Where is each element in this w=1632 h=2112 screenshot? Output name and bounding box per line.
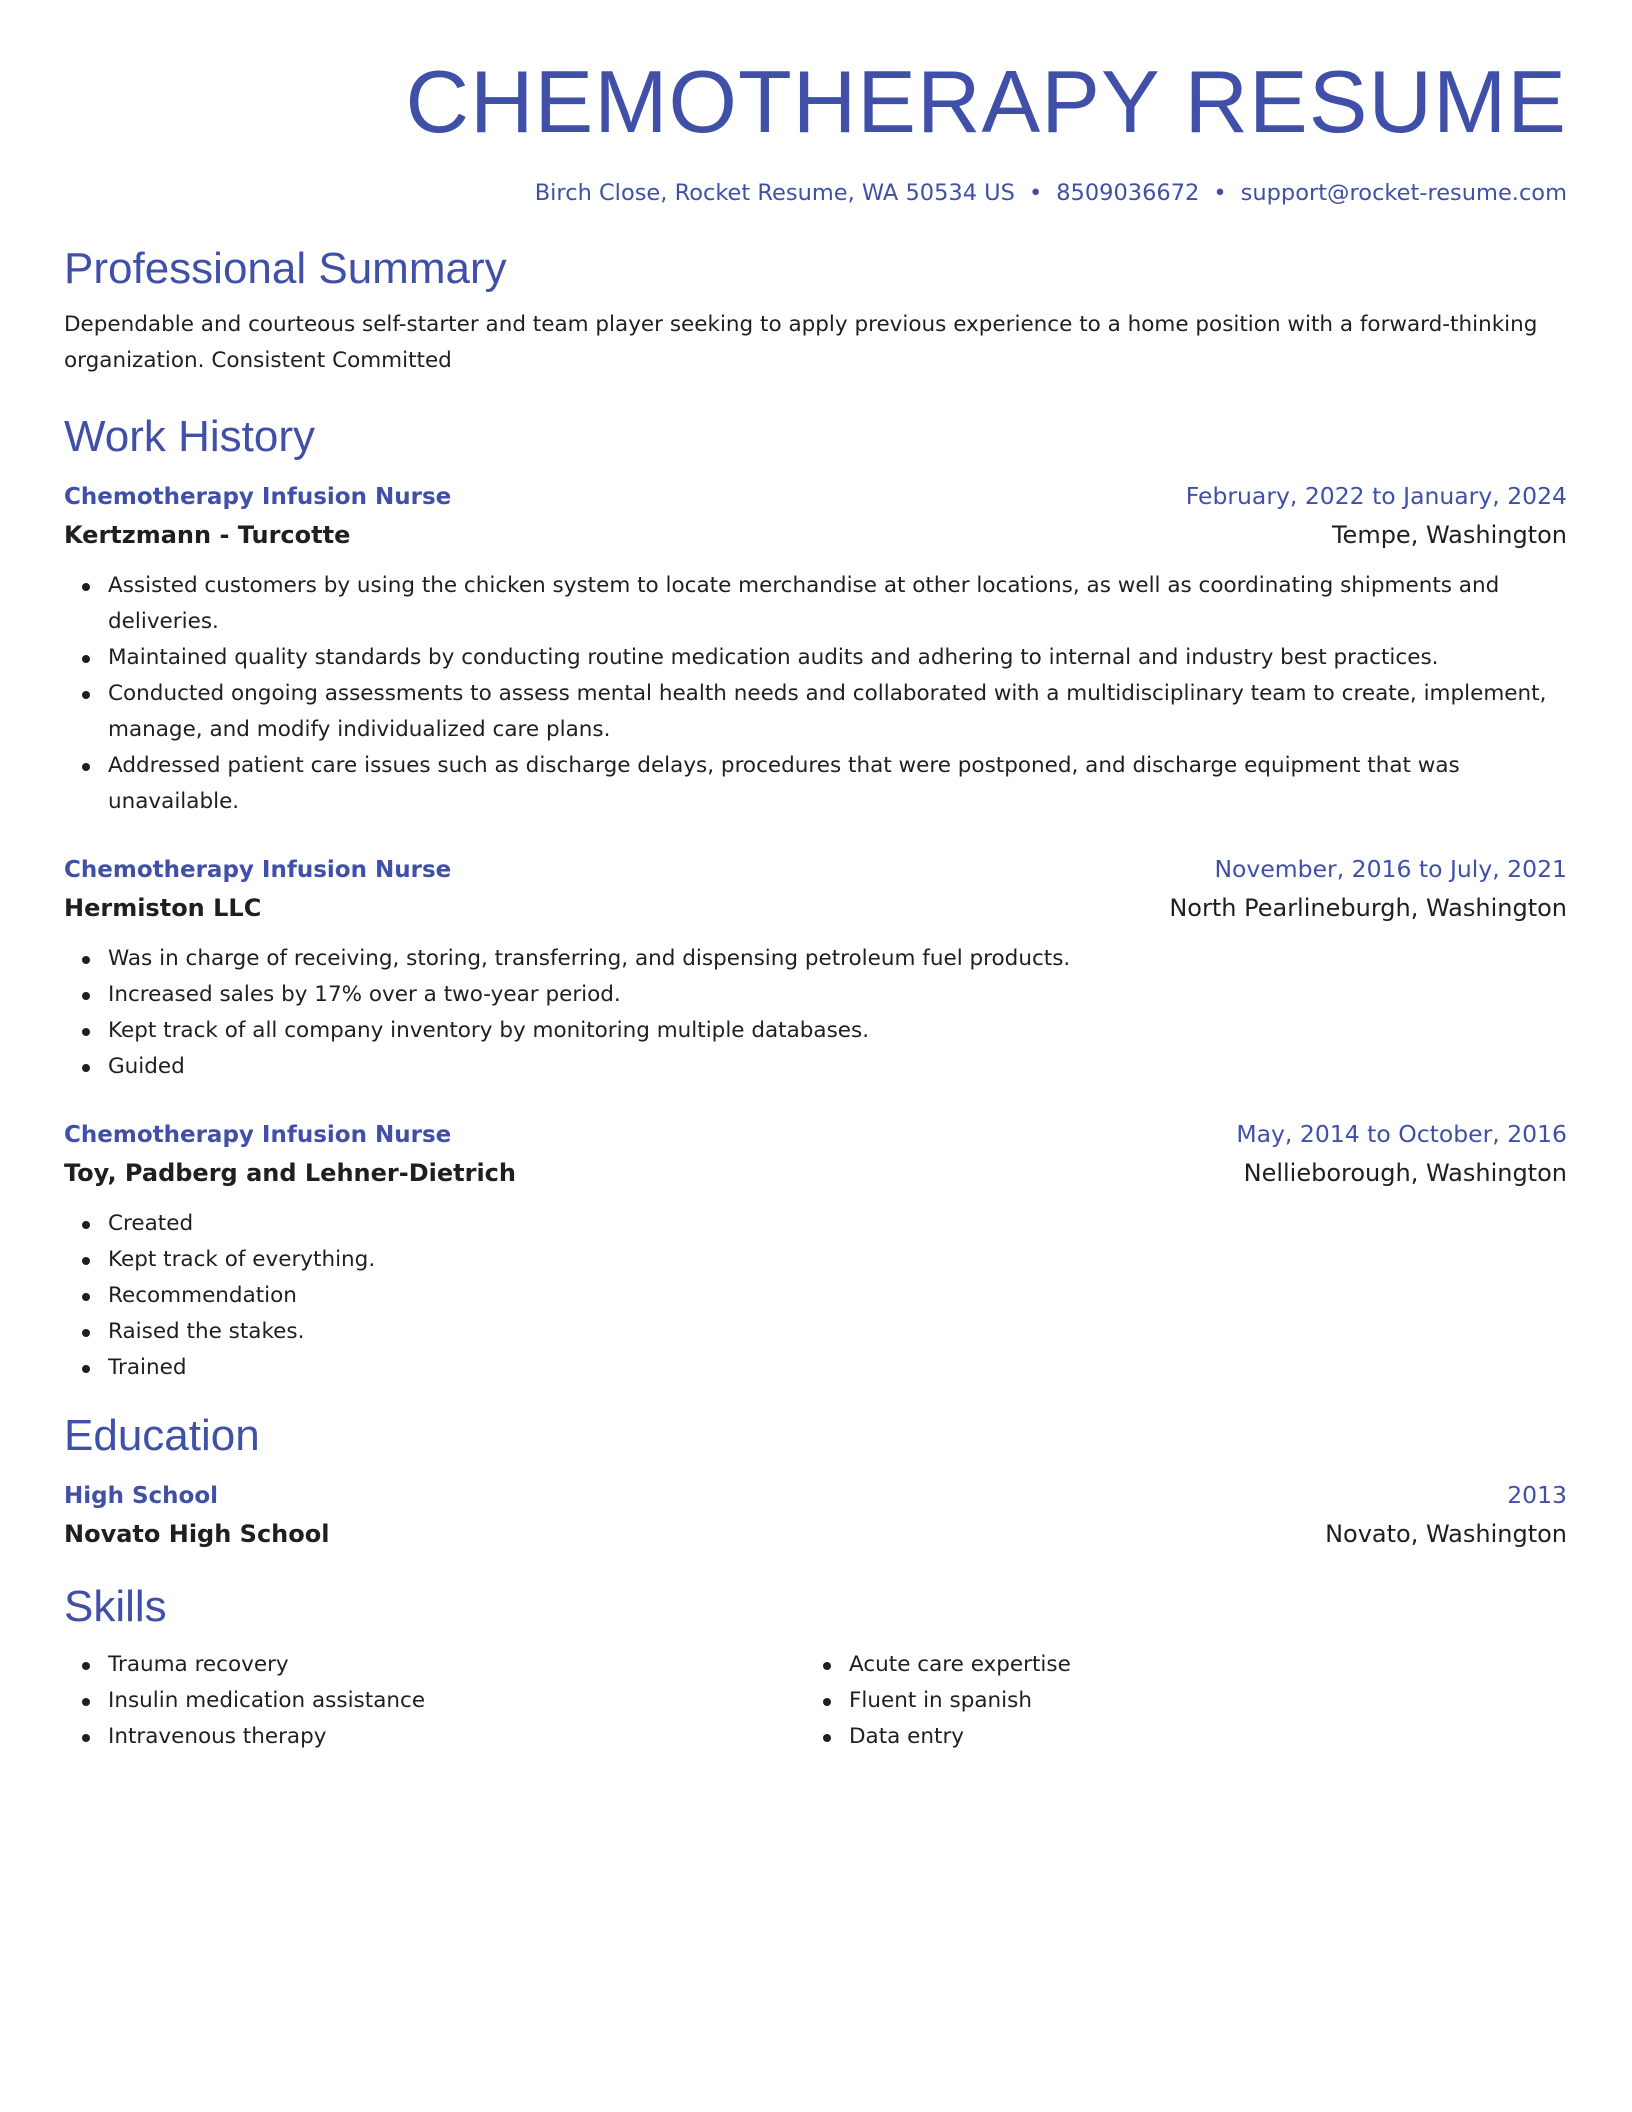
- contact-separator: •: [1213, 180, 1227, 206]
- job-company: Kertzmann - Turcotte: [64, 521, 351, 549]
- contact-line: [64, 178, 1567, 208]
- contact-separator: •: [1028, 180, 1043, 206]
- job-location: Nellieborough, Washington: [1243, 1159, 1567, 1187]
- resume-header: [64, 54, 1567, 208]
- job-bullet: Created: [64, 1206, 1567, 1242]
- education-location: Novato, Washington: [1325, 1520, 1567, 1548]
- job-dates: May, 2014 to October, 2016: [1236, 1120, 1567, 1148]
- job-bullets: [64, 941, 1567, 1085]
- skill-item: Acute care expertise: [805, 1647, 1546, 1683]
- education-heading: Education: [64, 1411, 260, 1460]
- job-bullet: Recommendation: [64, 1278, 1567, 1314]
- work-history-heading: Work History: [64, 412, 315, 461]
- skill-item: Fluent in spanish: [805, 1683, 1546, 1719]
- job-bullet: Maintained quality standards by conducting routine medication audits and adhering to internal and industry best practices.: [64, 640, 1567, 676]
- job-bullet: Addressed patient care issues such as discharge delays, procedures that were postponed, and discharge equipment that was unavailable.: [64, 748, 1567, 820]
- job-bullet: Guided: [64, 1049, 1567, 1085]
- education-year: 2013: [1507, 1481, 1567, 1509]
- job-title: Chemotherapy Infusion Nurse: [64, 857, 452, 883]
- job-bullet: Assisted customers by using the chicken system to locate merchandise at other locations, as well as coordinating shipments and deliveries.: [64, 568, 1567, 640]
- summary-text: Dependable and courteous self-starter and team player seeking to apply previous experience to a home position with a forward-thinking organization. Consistent Committed: [64, 312, 1538, 373]
- job-dates: November, 2016 to July, 2021: [1214, 855, 1567, 883]
- education-degree: High School: [64, 1483, 219, 1509]
- contact-phone: 8509036672: [1056, 180, 1200, 206]
- skill-item: Intravenous therapy: [64, 1719, 805, 1755]
- job-bullet: Conducted ongoing assessments to assess mental health needs and collaborated with a multidisciplinary team to create, implement, manage, and modify individualized care plans.: [64, 676, 1567, 748]
- skill-item: Data entry: [805, 1719, 1546, 1755]
- resume-page: [64, 54, 1567, 1755]
- job-bullet: Kept track of all company inventory by monitoring multiple databases.: [64, 1013, 1567, 1049]
- job-location: Tempe, Washington: [1331, 521, 1567, 549]
- job-bullet: Was in charge of receiving, storing, transferring, and dispensing petroleum fuel products.: [64, 941, 1567, 977]
- education-school: Novato High School: [64, 1520, 330, 1548]
- job-entry: [64, 1115, 1567, 1386]
- skills-grid: [64, 1647, 1567, 1755]
- resume-name: CHEMOTHERAPY RESUME: [405, 52, 1567, 151]
- skill-item: Insulin medication assistance: [64, 1683, 805, 1719]
- job-entry: [64, 850, 1567, 1085]
- skills-heading: Skills: [64, 1582, 167, 1631]
- contact-address: Birch Close, Rocket Resume, WA 50534 US: [534, 180, 1015, 206]
- education-entry: [64, 1476, 1567, 1553]
- job-bullet: Raised the stakes.: [64, 1314, 1567, 1350]
- job-location: North Pearlineburgh, Washington: [1169, 894, 1567, 922]
- job-bullet: Increased sales by 17% over a two-year period.: [64, 977, 1567, 1013]
- job-bullet: Trained: [64, 1350, 1567, 1386]
- job-title: Chemotherapy Infusion Nurse: [64, 1122, 452, 1148]
- job-dates: February, 2022 to January, 2024: [1185, 482, 1567, 510]
- skills-list-right: [805, 1647, 1546, 1755]
- skill-item: Trauma recovery: [64, 1647, 805, 1683]
- job-bullets: [64, 568, 1567, 820]
- job-company: Hermiston LLC: [64, 894, 262, 922]
- contact-email: support@rocket-resume.com: [1240, 180, 1567, 206]
- job-company: Toy, Padberg and Lehner-Dietrich: [64, 1159, 516, 1187]
- skills-list-left: [64, 1647, 805, 1755]
- job-title: Chemotherapy Infusion Nurse: [64, 484, 452, 510]
- job-bullet: Kept track of everything.: [64, 1242, 1567, 1278]
- job-bullets: [64, 1206, 1567, 1386]
- summary-heading: Professional Summary: [64, 244, 507, 293]
- job-entry: [64, 477, 1567, 820]
